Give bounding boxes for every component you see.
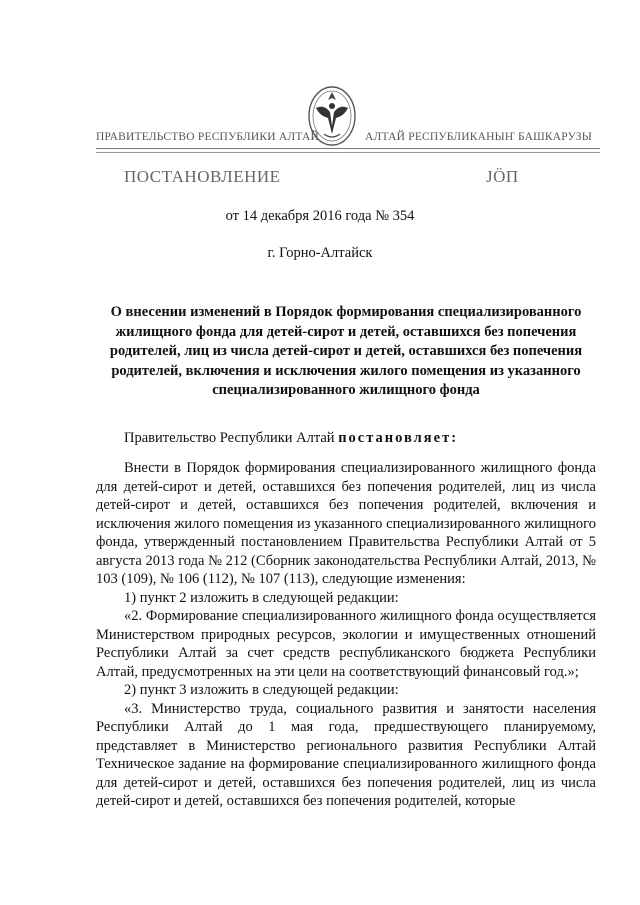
paragraph-point-3: «3. Министерство труда, социального развития и занятости населения Республики Алтай до 1 мая года, предшествующего планируемому, представляет в Министерство регионального развития Республики Алтай Техническое задание на формирование специализированного жилищного фонда для детей-сирот и детей, оставшихся без попечения родителей, лиц из числа детей-сирот и детей, оставшихся без попечения родителей, которые	[96, 700, 596, 809]
document-type-altai: ЈÖП	[486, 167, 519, 186]
preamble	[124, 430, 458, 447]
date-number-line: от 14 декабря 2016 года № 354	[225, 208, 415, 224]
government-name-altai: АЛТАЙ РЕСПУБЛИКАНЫҤ БАШКАРУЗЫ	[365, 131, 592, 143]
paragraph-main: Внести в Порядок формирования специализированного жилищного фонда для детей-сирот и детей, оставшихся без попечения родителей, лиц из числа детей-сирот и детей, оставшихся без попечения родителей, включения и исключения жилого помещения из указанного специализированного жилищного фонда, утвержденный постановлением Правительства Республики Алтай от 5 августа 2013 года № 212 (Сборник законодательства Республики Алтай, 2013, № 103 (109), № 106 (112), № 107 (113), следующие изменения:	[96, 460, 596, 587]
document-type-russian: ПОСТАНОВЛЕНИЕ	[124, 167, 281, 186]
header-rule-thin	[96, 152, 600, 153]
paragraph-item-2: 2) пункт 3 изложить в следующей редакции:	[124, 682, 399, 698]
document-title: О внесении изменений в Порядок формирования специализированного жилищного фонда для детей-сирот и детей, оставшихся без попечения родителей, лиц из числа детей-сирот и детей, оставшихся без попечения родителей, включения и исключения жилого помещения из указанного специализированного жилищного фонда	[109, 304, 583, 398]
city-line: г. Горно-Алтайск	[267, 245, 373, 261]
paragraph-point-2: «2. Формирование специализированного жилищного фонда осуществляется Министерством природных ресурсов, экологии и имущественных отношений Республики Алтай за счет средств республиканского бюджета Республики Алтай, предусмотренных на эти цели на соответствующий финансовый год.»;	[96, 608, 596, 680]
document-body	[96, 459, 596, 811]
preamble-text: Правительство Республики Алтай	[124, 430, 339, 446]
letterhead	[0, 82, 640, 162]
header-rule	[96, 148, 600, 149]
paragraph-item-1: 1) пункт 2 изложить в следующей редакции:	[124, 589, 399, 606]
government-name-russian: ПРАВИТЕЛЬСТВО РЕСПУБЛИКИ АЛТАЙ	[96, 131, 320, 143]
preamble-emphasis: постановляет:	[338, 430, 459, 446]
